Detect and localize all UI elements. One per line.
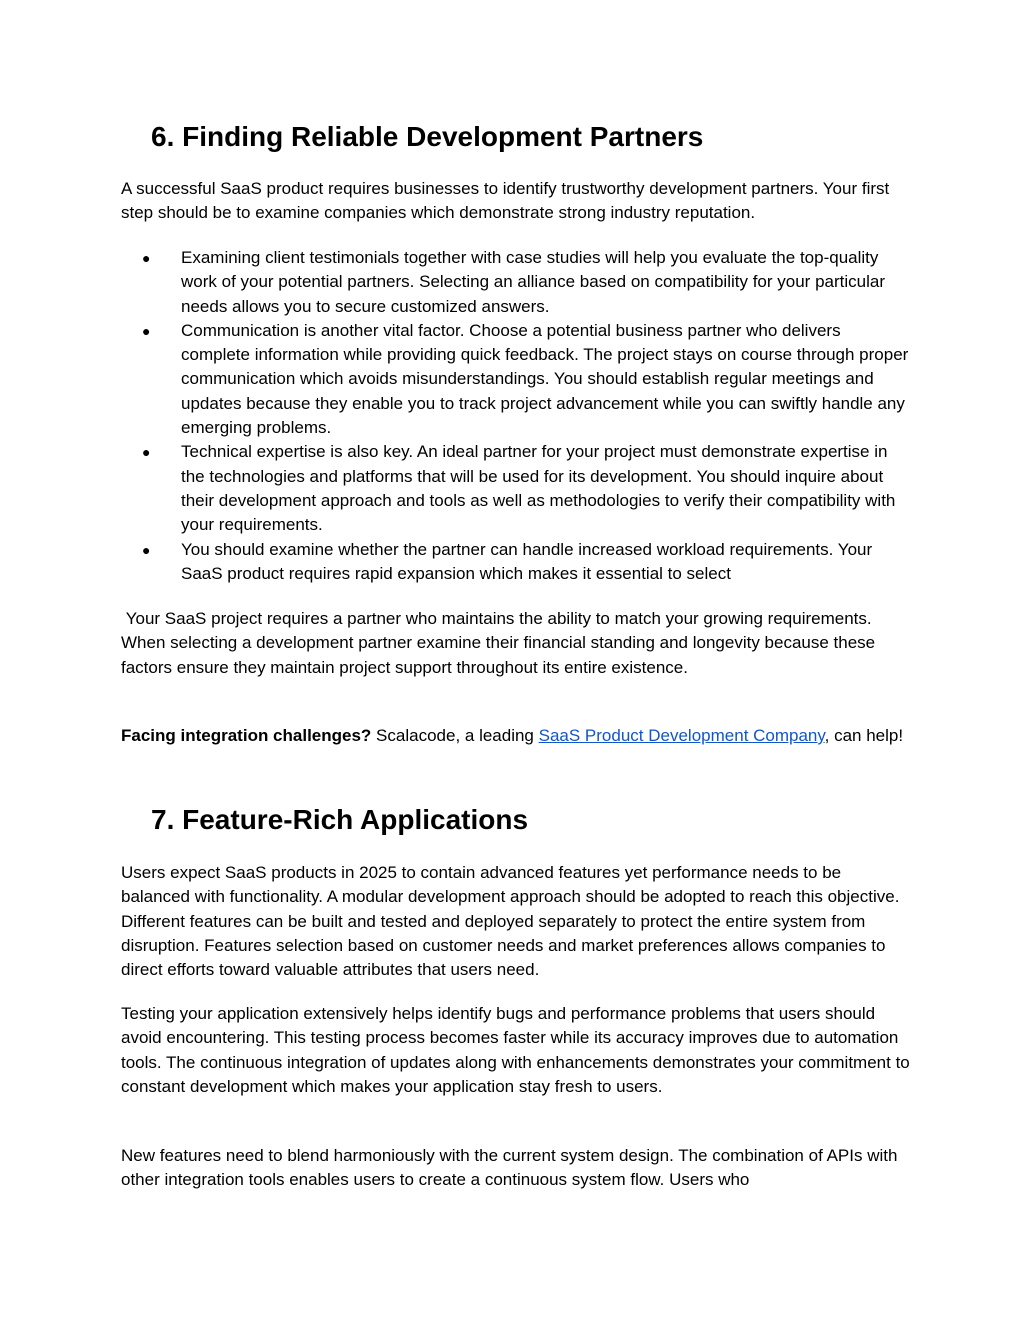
section-7-paragraph-3: New features need to blend harmoniously with the current system design. The combination of APIs with other integration tools enables users to create a continuous system flow. Users who: [121, 1146, 898, 1190]
list-item: [142, 440, 911, 537]
bullet-icon: ●: [142, 250, 151, 266]
cta-bold-lead: Facing integration challenges?: [121, 726, 372, 745]
cta-text-after-link: , can help!: [824, 726, 904, 745]
bullet-icon: ●: [142, 322, 151, 339]
list-item: [142, 319, 911, 440]
section-7-heading: 7. Feature-Rich Applications: [151, 804, 529, 835]
list-item-text: Technical expertise is also key. An ideal partner for your project must demonstrate expertise in the technologies and platforms that will be used for its development. You should inquire about their development approach and tools as well as methodologies to verify their compatibility with your requirements.: [181, 442, 896, 535]
section-6-heading: 6. Finding Reliable Development Partners: [151, 121, 704, 152]
bullet-icon: ●: [142, 541, 151, 558]
list-item: [142, 538, 911, 587]
list-item-text: You should examine whether the partner can handle increased workload requirements. Your SaaS product requires rapid expansion which makes it essential to select: [181, 539, 873, 583]
saas-product-development-company-link[interactable]: SaaS Product Development Company: [538, 726, 825, 745]
cta-paragraph: [121, 724, 911, 748]
list-item-text: Communication is another vital factor. Choose a potential business partner who delivers complete information while providing quick feedback. The project stays on course through proper communication which avoids misunderstandings. You should establish regular meetings and updates because they enable you to track project advancement while you can swiftly handle any emerging problems.: [181, 320, 909, 438]
section-7-paragraph-2: Testing your application extensively helps identify bugs and performance problems that users should avoid encountering. This testing process becomes faster while its accuracy improves due to automation tools. The continuous integration of updates along with enhancements demonstrates your commitment to constant development which makes your application stay fresh to users.: [121, 1004, 910, 1096]
section-7-paragraph-1: Users expect SaaS products in 2025 to contain advanced features yet performance needs to be balanced with functionality. A modular development approach should be adopted to reach this objective. Different features can be built and tested and deployed separately to protect the entire system from disruption. Features selection based on customer needs and market preferences allows companies to direct efforts toward valuable attributes that users need.: [121, 863, 900, 980]
section-6-intro: A successful SaaS product requires businesses to identify trustworthy development partners. Your first step should be to examine companies which demonstrate strong industry reputation.: [121, 179, 890, 223]
bullet-icon: ●: [142, 444, 151, 461]
section-6-followup: Your SaaS project requires a partner who maintains the ability to match your growing requirements. When selecting a development partner examine their financial standing and longevity because these factors ensure they maintain project support throughout its entire existence.: [121, 609, 880, 677]
section-6-bullet-list: [142, 246, 911, 586]
cta-text-before-link: Scalacode, a leading: [371, 726, 539, 745]
list-item: [142, 246, 911, 319]
list-item-text: Examining client testimonials together with case studies will help you evaluate the top-quality work of your potential partners. Selecting an alliance based on compatibility for your particular needs allows you to secure customized answers.: [181, 248, 885, 316]
